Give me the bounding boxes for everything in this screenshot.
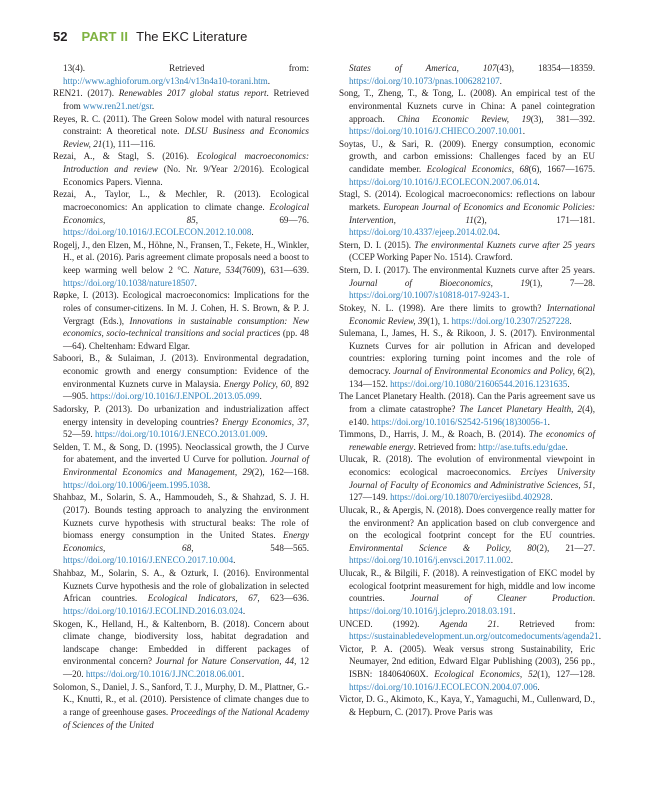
reference-source-title: Innovations in sustainable consumption: New economics, socio-technical transitions and social practices <box>63 315 309 339</box>
reference-entry <box>339 302 595 327</box>
reference-entry <box>53 618 309 681</box>
reference-text: . <box>499 75 502 86</box>
reference-source-title: Erciyes University Journal of Faculty of Economics and Administrative Sciences, 51 <box>349 467 595 490</box>
reference-text: Stokey, N. L. (1998). Are there limits to growth? <box>339 302 547 313</box>
reference-text: . <box>497 227 500 238</box>
reference-text: Victor, P. A. (2005). Weak versus strong Sustainability, Eric Neumayer, 2nd edition, Edward Elgar Publishing (2003), 256 pp., ISBN: 184064060X. <box>339 643 595 679</box>
reference-entry <box>339 504 595 567</box>
reference-text: Rezai, A., Taylor, L., & Mechler, R. (2013). Ecological macroeconomics: An application to climate change. <box>53 189 309 212</box>
reference-entry <box>53 113 309 151</box>
reference-source-title: Journal of Environmental Economics and Management, 29 <box>63 454 310 477</box>
reference-text: Timmons, D., Harris, J. M., & Roach, B. (2014). <box>339 429 529 440</box>
reference-text: . <box>207 479 211 490</box>
reference-entry <box>53 150 309 188</box>
reference-text: Sulemana, I., James, H. S., & Rikoon, J. S. (2017). Environmental Kuznets Curves for air pollution in African and developed countries: exploring turning point incomes and the role of democracy. <box>339 328 595 376</box>
reference-link[interactable]: https://doi.org/10.1016/J.ECOLECON.2004.07.006 <box>349 681 538 692</box>
reference-link[interactable]: https://doi.org/10.1038/nature18507 <box>63 277 195 288</box>
page-number: 52 <box>53 29 68 44</box>
reference-text: Soytas, U., & Sari, R. (2009). Energy consumption, economic growth, and carbon emissions: Challenges faced by an EU candidate member. <box>339 138 595 174</box>
reference-text: Reyes, R. C. (2011). The Green Solow model with natural resources constraint: A theoretical note. <box>53 113 309 137</box>
reference-source-title: Ecological Economics, 85 <box>63 201 309 225</box>
reference-link[interactable]: http://www.aghioforum.org/v13n4/v13n4a10-torani.htm <box>63 75 268 86</box>
reference-text: . <box>598 631 601 642</box>
reference-text: . Retrieved from: <box>413 441 479 452</box>
reference-link[interactable]: www.ren21.net/gsr <box>83 100 152 111</box>
reference-source-title: Journal of Environmental Economics and Policy, 6 <box>393 366 583 376</box>
reference-text: Saboori, B., & Sulaiman, J. (2013). Environmental degradation, economic growth and energy consumption: Evidence of the environmental Kuznets curve in Malaysia. <box>53 353 309 389</box>
reference-entry <box>339 567 595 618</box>
reference-text: Stern, D. I. (2015). <box>339 239 415 250</box>
reference-link[interactable]: https://doi.org/10.1016/j.jclepro.2018.03.191 <box>349 605 514 616</box>
reference-entry <box>339 138 595 189</box>
reference-link[interactable]: https://doi.org/10.1016/J.ECOLECON.2007.06.014 <box>349 176 538 187</box>
reference-link[interactable]: https://doi.org/10.1006/jeem.1995.1038 <box>63 479 208 490</box>
reference-text: (2), 134—152. <box>349 366 595 389</box>
reference-link[interactable]: https://doi.org/10.1016/J.ECOLECON.2012.10.008 <box>63 227 252 238</box>
reference-link[interactable]: https://doi.org/10.1016/J.ENPOL.2013.05.099 <box>90 391 260 402</box>
reference-text: Victor, D. G., Akimoto, K., Kaya, Y., Yamaguchi, M., Cullenward, D., & Hepburn, C. (2017). Prove Paris was <box>339 694 595 717</box>
reference-text: Stagl, S. (2014). Ecological macroeconomics: reflections on labour markets. <box>339 189 595 212</box>
reference-text: , 623—636. <box>257 593 309 604</box>
reference-text: . <box>251 227 254 238</box>
reference-text: . Retrieved from: <box>496 618 595 629</box>
reference-text: Ulucak, R., & Apergis, N. (2018). Does convergence really matter for the environment? An application based on club convergence and on the ecological footprint concept for the EU countries. <box>339 504 595 541</box>
reference-text: . <box>592 593 595 604</box>
reference-entry <box>339 264 595 302</box>
reference-source-title: Energy Economics, 68 <box>63 530 309 553</box>
reference-text: 13(4). Retrieved from: <box>63 63 309 73</box>
part-title: The EKC Literature <box>136 29 248 44</box>
reference-text: (1), 127—128. <box>537 669 595 679</box>
reference-source-title: Energy Economics, 37 <box>222 416 307 427</box>
reference-link[interactable]: https://doi.org/10.1016/j.envsci.2017.11.002 <box>349 555 511 566</box>
reference-entry <box>339 62 595 87</box>
reference-text: , 12—20. <box>63 656 310 679</box>
reference-text: Skogen, K., Helland, H., & Kaltenborn, B. (2018). Concern about climate change, biodiversity loss, habitat degradation and landscape change: Embedded in different packages of environmental concern? <box>53 618 309 667</box>
reference-text: . <box>242 605 246 616</box>
reference-text: . <box>522 126 526 137</box>
reference-source-title: Nature, 534 <box>193 265 240 275</box>
reference-link[interactable]: http://ase.tufts.edu/gdae <box>478 441 566 452</box>
reference-text: . <box>547 416 550 427</box>
reference-text: (1), 7—28. <box>529 277 596 288</box>
reference-source-title: States of America, 107 <box>349 63 497 73</box>
reference-text: , 52—59. <box>63 416 309 440</box>
reference-text: Rogelj, J., den Elzen, M., Höhne, N., Fransen, T., Fekete, H., Winkler, H., et al. (2016). Paris agreement climate proposals need a boost to keep warming well below 2 °C. <box>53 239 309 275</box>
reference-entry <box>339 390 595 428</box>
reference-text: . <box>151 100 155 111</box>
reference-source-title: Ecological Economics, 52 <box>434 669 538 679</box>
reference-entry <box>339 643 595 694</box>
reference-text: . <box>567 378 570 389</box>
reference-entry <box>53 441 309 492</box>
reference-text: (3), 381—392. <box>530 113 595 124</box>
reference-text: Sadorsky, P. (2013). Do urbanization and industrialization affect energy intensity in developing countries? <box>53 403 309 427</box>
reference-entry <box>53 491 309 567</box>
reference-text: (No. Nr. 9/Year 2/2016). Ecological Economics Papers. Vienna. <box>63 164 309 187</box>
reference-entry <box>339 693 595 718</box>
reference-text: . <box>569 315 572 326</box>
reference-source-title: Journal for Nature Conservation, 44 <box>155 656 295 667</box>
reference-text: . Retrieved from <box>63 88 309 111</box>
reference-source-title: China Economic Review, 19 <box>397 113 531 124</box>
reference-source-title: Ecological Indicators, 67 <box>147 593 258 604</box>
reference-source-title: Ecological Economics, 68 <box>426 164 529 174</box>
reference-link[interactable]: https://doi.org/10.1016/J.ECOLIND.2016.03.024 <box>63 605 243 616</box>
reference-text: The Lancet Planetary Health. (2018). Can the Paris agreement save us from a climate catastrophe? <box>339 391 595 414</box>
reference-text: Shahbaz, M., Solarin, S. A., & Ozturk, I. (2016). Environmental Kuznets Curve hypothesis and the role of globalization in selected African countries. <box>53 568 309 604</box>
reference-source-title: The Lancet Planetary Health, 2 <box>459 403 583 414</box>
reference-text: . <box>507 290 510 301</box>
part-label: PART II <box>81 29 129 44</box>
reference-text: . <box>267 75 271 86</box>
reference-link[interactable]: https://doi.org/10.1007/s10818-017-9243-1 <box>349 290 507 301</box>
reference-text: , 892—905. <box>63 378 309 402</box>
reference-source-title: Agenda 21 <box>439 618 497 629</box>
reference-source-title: Energy Policy, 60 <box>223 378 291 389</box>
references-column-right <box>339 62 601 719</box>
reference-entry <box>53 289 309 352</box>
reference-entry <box>53 352 309 403</box>
reference-entry <box>53 403 309 441</box>
reference-text: Solomon, S., Daniel, J. S., Sanford, T. J., Murphy, D. M., Plattner, G.-K., Knutti, R., et al. (2010). Persistence of climate changes due to a range of greenhouse gases. <box>53 681 309 717</box>
reference-source-title: DLSU Business and Economics Review, 21 <box>63 126 309 149</box>
reference-text: (2), 21—27. <box>536 542 596 553</box>
reference-text: . <box>510 555 513 566</box>
reference-text: Stern, D. I. (2017). The environmental Kuznets curve after 25 years. <box>339 265 595 275</box>
reference-link[interactable]: https://doi.org/10.1080/21606544.2016.1231635 <box>390 378 568 389</box>
reference-entry <box>339 453 595 504</box>
reference-text: . <box>513 605 516 616</box>
reference-source-title: Proceedings of the National Academy of Sciences of the United <box>63 706 310 730</box>
reference-link[interactable]: https://doi.org/10.18070/erciyesiibd.402928 <box>390 492 551 503</box>
references-column-left <box>53 62 309 731</box>
reference-text: Selden, T. M., & Song, D. (1995). Neoclassical growth, the J Curve for abatement, and the inverted U Curve for pollution. <box>53 441 309 465</box>
reference-text: Ulucak, R., & Bilgili, F. (2018). A reinvestigation of EKC model by ecological footprint measurement for high, middle and low income countries. <box>339 568 595 604</box>
reference-text: Rezai, A., & Stagl, S. (2016). <box>53 151 197 162</box>
reference-text: Røpke, I. (2013). Ecological macroeconomics: Implications for the roles of consumer-citizens. In M. J. Cohen, H. S. Brown, & P. J. Vergragt (Eds.), <box>53 290 309 326</box>
reference-text: , 127—149. <box>349 479 595 503</box>
reference-source-title: Ecological macroeconomics: Introduction and review <box>63 151 309 174</box>
reference-entry <box>339 428 595 453</box>
reference-entry <box>339 87 595 138</box>
reference-link[interactable]: https://doi.org/10.1016/S2542-5196(18)30056-1 <box>371 416 548 427</box>
reference-source-title: Journal of Bioeconomics, 19 <box>349 277 530 288</box>
reference-text: . <box>537 681 540 692</box>
reference-entry <box>339 618 601 643</box>
reference-entry <box>53 62 309 87</box>
reference-text: (pp. 48—64). Cheltenham: Edward Elgar. <box>63 328 309 351</box>
reference-text: . <box>537 176 540 187</box>
reference-text: (CCEP Working Paper No. 1514). Crawford. <box>349 252 513 263</box>
reference-source-title: European Journal of Economics and Economic Policies: Intervention, 11 <box>349 201 596 225</box>
reference-text: . <box>233 555 236 566</box>
reference-text: , 548—565. <box>191 542 309 553</box>
reference-source-title: International Economic Review, 39 <box>349 302 595 326</box>
reference-entry <box>53 239 309 290</box>
reference-entry <box>339 239 595 264</box>
reference-link[interactable]: https://doi.org/10.1016/J.ENECO.2017.10.004 <box>63 555 234 566</box>
reference-entry <box>339 327 595 390</box>
reference-link[interactable]: https://doi.org/10.1016/J.JNC.2018.06.001 <box>85 669 242 679</box>
reference-entry <box>53 681 309 732</box>
reference-source-title: Journal of Cleaner Production <box>410 593 593 604</box>
reference-text: REN21. (2017). <box>53 88 119 99</box>
reference-link[interactable]: https://doi.org/10.1073/pnas.1006282107 <box>349 75 500 86</box>
reference-text: (7609), 631—639. <box>239 265 309 275</box>
reference-link[interactable]: https://doi.org/10.2307/2527228 <box>451 315 570 326</box>
reference-text: (43), 18354—18359. <box>496 63 595 73</box>
reference-text: (2), 162—168. <box>251 467 309 477</box>
reference-text: Song, T., Zheng, T., & Tong, L. (2008). An empirical test of the environmental Kuznets curve in China: A panel cointegration approach. <box>339 88 595 124</box>
reference-text: , 69—76. <box>195 214 309 225</box>
reference-text: (1), 111—116. <box>102 138 156 149</box>
reference-text: . <box>241 669 245 679</box>
reference-link[interactable]: https://doi.org/10.1016/J.CHIECO.2007.10.001 <box>349 126 523 137</box>
reference-link[interactable]: https://sustainabledevelopment.un.org/outcomedocuments/agenda21 <box>349 631 599 642</box>
reference-entry <box>339 188 595 239</box>
reference-link[interactable]: https://doi.org/10.1016/J.ENECO.2013.01.009 <box>94 429 266 440</box>
reference-source-title: Renewables 2017 global status report <box>118 88 267 99</box>
reference-text: (6), 1667—1675. <box>528 164 595 174</box>
reference-entry <box>53 188 309 239</box>
reference-text: . <box>259 391 262 402</box>
running-header <box>53 28 598 50</box>
reference-text: UNCED. (1992). <box>339 618 440 629</box>
reference-text: . <box>565 441 568 452</box>
reference-source-title: Environmental Science & Policy, 80 <box>349 542 537 553</box>
reference-entry <box>53 567 309 618</box>
reference-text: . <box>194 277 197 288</box>
reference-entry <box>53 87 309 112</box>
reference-source-title: The economics of renewable energy <box>349 429 595 452</box>
reference-text: (2), 171—181. <box>473 214 595 225</box>
reference-link[interactable]: https://doi.org/10.4337/ejeep.2014.02.04 <box>349 227 498 238</box>
reference-text: . <box>265 429 268 440</box>
reference-text: Ulucak, R. (2018). The evolution of environmental viewpoint in economics: ecological macroeconomics. <box>339 454 595 477</box>
reference-text: Shahbaz, M., Solarin, S. A., Hammoudeh, S., & Shahzad, S. J. H. (2017). Bounds testing approach to analyzing the environment Kuznets curve hypothesis with structural beaks: The role of biomass energy consumption in the United States. <box>53 492 309 541</box>
reference-source-title: The environmental Kuznets curve after 25 years <box>414 239 595 250</box>
reference-text: . <box>550 492 553 503</box>
reference-text: (4), e140. <box>349 403 595 427</box>
reference-text: (1), 1. <box>427 315 452 326</box>
